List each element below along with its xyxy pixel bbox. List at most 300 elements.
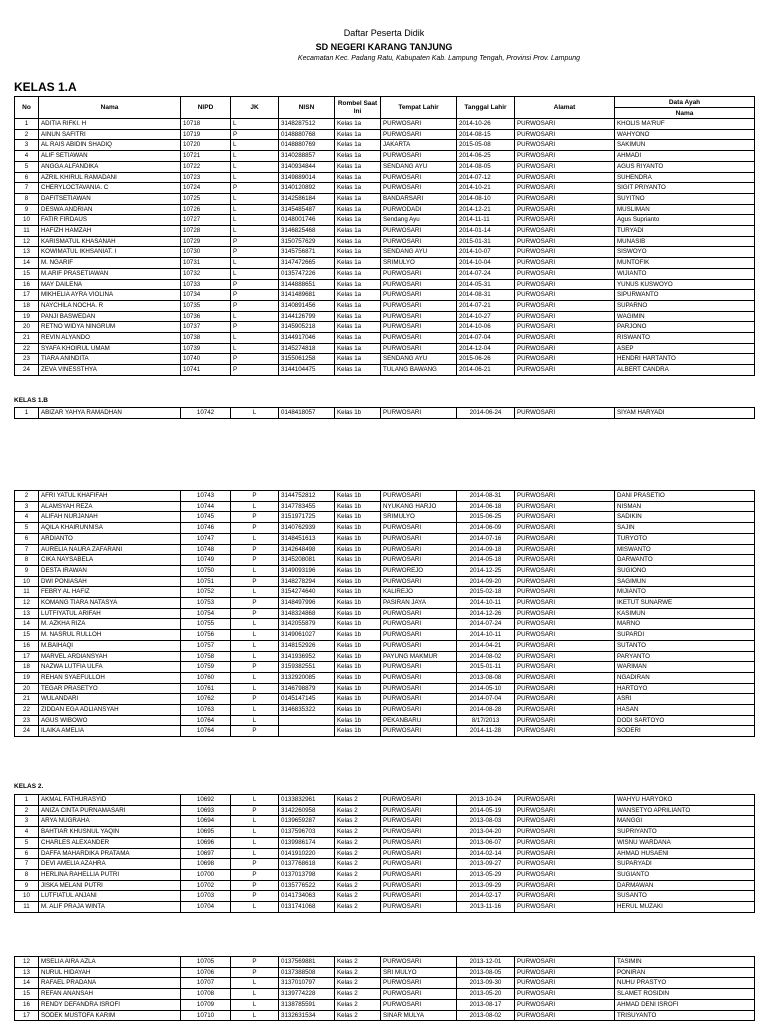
cell-no: 7: [15, 544, 39, 555]
cell-no: 20: [15, 322, 39, 333]
cell-nama: ADITIA RIFKI. H: [39, 119, 181, 130]
cell-alamat: PURWOSARI: [515, 215, 615, 226]
cell-tanggal-lahir: 2014-08-15: [457, 129, 515, 140]
cell-nisn: 3147783455: [279, 501, 335, 512]
cell-nama-ayah: SIGIT PRIYANTO: [615, 183, 755, 194]
cell-tempat-lahir: PURWOSARI: [381, 576, 457, 587]
cell-no: 16: [15, 640, 39, 651]
cell-tempat-lahir: PURWOSARI: [381, 891, 457, 902]
cell-nisn: 3145274818: [279, 343, 335, 354]
cell-nipd: 10697: [181, 848, 231, 859]
cell-no: 9: [15, 880, 39, 891]
cell-nama: M. NASRUL RULLOH: [39, 630, 181, 641]
cell-nisn: 3146835322: [279, 705, 335, 716]
cell-tempat-lahir: PURWOSARI: [381, 226, 457, 237]
cell-nama-ayah: MUSLIMAN: [615, 204, 755, 215]
cell-jk: L: [231, 268, 279, 279]
cell-no: 23: [15, 354, 39, 365]
cell-nama-ayah: WAHYU HARYOKO: [615, 795, 755, 806]
cell-nama: FEBRY AL HAFIZ: [39, 587, 181, 598]
cell-jk: P: [231, 279, 279, 290]
table-row: [15, 140, 755, 151]
cell-alamat: PURWOSARI: [515, 683, 615, 694]
cell-alamat: PURWOSARI: [515, 999, 615, 1010]
cell-tempat-lahir: SRIMULYO: [381, 258, 457, 269]
cell-no: 5: [15, 523, 39, 534]
cell-tanggal-lahir: 2013-08-08: [457, 672, 515, 683]
cell-nisn: 3132920085: [279, 672, 335, 683]
cell-nisn: 3149889014: [279, 172, 335, 183]
cell-nama: ARYA NUGRAHA: [39, 816, 181, 827]
cell-alamat: PURWOSARI: [515, 268, 615, 279]
cell-tempat-lahir: PURWOSARI: [381, 726, 457, 737]
cell-nisn: 3148497996: [279, 598, 335, 609]
cell-tempat-lahir: PURWOSARI: [381, 533, 457, 544]
cell-jk: P: [231, 236, 279, 247]
cell-tanggal-lahir: 2014-12-21: [457, 204, 515, 215]
cell-nama-ayah: SUPARYADI: [615, 859, 755, 870]
cell-rombel: Kelas 2: [335, 795, 381, 806]
cell-rombel: Kelas 2: [335, 816, 381, 827]
cell-jk: L: [231, 565, 279, 576]
cell-no: 22: [15, 343, 39, 354]
cell-jk: P: [231, 290, 279, 301]
cell-nama: ALIFAH NURJANAH: [39, 512, 181, 523]
cell-nisn: 3154274640: [279, 587, 335, 598]
cell-tanggal-lahir: 2014-07-21: [457, 300, 515, 311]
cell-nipd: 10764: [181, 726, 231, 737]
table-row: [15, 215, 755, 226]
cell-nisn: 3142586184: [279, 193, 335, 204]
cell-nisn: 0141734063: [279, 891, 335, 902]
cell-no: 14: [15, 978, 39, 989]
cell-tempat-lahir: PURWOSARI: [381, 999, 457, 1010]
cell-tanggal-lahir: 2014-08-10: [457, 193, 515, 204]
cell-nisn: 3148324868: [279, 608, 335, 619]
cell-jk: L: [231, 978, 279, 989]
cell-tanggal-lahir: 2014-06-24: [457, 408, 515, 419]
cell-jk: L: [231, 619, 279, 630]
cell-alamat: PURWOSARI: [515, 640, 615, 651]
table-row: [15, 354, 755, 365]
cell-alamat: PURWOSARI: [515, 161, 615, 172]
cell-alamat: PURWOSARI: [515, 140, 615, 151]
cell-no: 13: [15, 608, 39, 619]
cell-nisn: 3159382551: [279, 662, 335, 673]
cell-nipd: 10756: [181, 630, 231, 641]
table-row: [15, 672, 755, 683]
cell-rombel: Kelas 2: [335, 827, 381, 838]
cell-nama-ayah: DANI PRASETIO: [615, 491, 755, 502]
cell-alamat: PURWOSARI: [515, 533, 615, 544]
cell-tanggal-lahir: 2014-05-18: [457, 555, 515, 566]
cell-alamat: PURWOSARI: [515, 891, 615, 902]
cell-no: 1: [15, 795, 39, 806]
cell-tempat-lahir: PURWOSARI: [381, 322, 457, 333]
cell-jk: P: [231, 354, 279, 365]
table-row: [15, 705, 755, 716]
cell-nama: M.BAIHAQI: [39, 640, 181, 651]
cell-jk: P: [231, 598, 279, 609]
cell-nisn: 3149093196: [279, 565, 335, 576]
cell-rombel: Kelas 1a: [335, 247, 381, 258]
cell-jk: P: [231, 491, 279, 502]
cell-nama-ayah: PARJONO: [615, 322, 755, 333]
cell-nama: AQILA KHAIRUNNISA: [39, 523, 181, 534]
cell-alamat: PURWOSARI: [515, 608, 615, 619]
cell-tempat-lahir: PURWOSARI: [381, 523, 457, 534]
cell-jk: L: [231, 587, 279, 598]
cell-nipd: 10720: [181, 140, 231, 151]
cell-tempat-lahir: PURWOSARI: [381, 662, 457, 673]
cell-tanggal-lahir: 2014-07-24: [457, 619, 515, 630]
cell-alamat: PURWOSARI: [515, 247, 615, 258]
cell-no: 12: [15, 236, 39, 247]
cell-nama-ayah: TURYOTO: [615, 533, 755, 544]
cell-alamat: PURWOSARI: [515, 705, 615, 716]
cell-nipd: 10749: [181, 555, 231, 566]
col-header-nipd: NIPD: [181, 97, 231, 119]
cell-rombel: Kelas 1a: [335, 151, 381, 162]
cell-nisn: 3140120892: [279, 183, 335, 194]
cell-rombel: Kelas 1a: [335, 193, 381, 204]
cell-rombel: Kelas 1b: [335, 565, 381, 576]
cell-tanggal-lahir: 2013-05-29: [457, 869, 515, 880]
table-row: [15, 795, 755, 806]
cell-nama-ayah: ASRI: [615, 694, 755, 705]
cell-rombel: Kelas 1b: [335, 726, 381, 737]
table-row: [15, 891, 755, 902]
cell-tempat-lahir: PURWOSARI: [381, 957, 457, 968]
cell-nisn: 3141489681: [279, 290, 335, 301]
cell-tempat-lahir: SRIMULYO: [381, 512, 457, 523]
cell-jk: P: [231, 891, 279, 902]
cell-rombel: Kelas 1a: [335, 279, 381, 290]
cell-nama-ayah: MUNTOFIK: [615, 258, 755, 269]
cell-nisn: 0141910220: [279, 848, 335, 859]
cell-nipd: 10763: [181, 705, 231, 716]
cell-nama: RAFAEL PRADANA: [39, 978, 181, 989]
student-table-kelas-1b-part1: [14, 407, 755, 419]
table-row: [15, 662, 755, 673]
cell-rombel: Kelas 1b: [335, 501, 381, 512]
cell-nipd: 10736: [181, 311, 231, 322]
cell-rombel: Kelas 1a: [335, 343, 381, 354]
cell-rombel: Kelas 1b: [335, 662, 381, 673]
cell-tanggal-lahir: 2015-02-18: [457, 587, 515, 598]
cell-jk: P: [231, 523, 279, 534]
cell-nama: SYAFA KHOIRUL UMAM: [39, 343, 181, 354]
cell-nipd: 10753: [181, 598, 231, 609]
cell-nipd: 10740: [181, 354, 231, 365]
cell-tempat-lahir: PURWODADI: [381, 204, 457, 215]
cell-tempat-lahir: PURWOSARI: [381, 869, 457, 880]
cell-nama: DESTA IRAWAN: [39, 565, 181, 576]
cell-rombel: Kelas 1b: [335, 630, 381, 641]
cell-nisn: 3132631534: [279, 1010, 335, 1021]
cell-no: 4: [15, 512, 39, 523]
cell-tanggal-lahir: 2014-07-04: [457, 333, 515, 344]
table-row: [15, 694, 755, 705]
cell-no: 12: [15, 957, 39, 968]
cell-nama-ayah: TRISUYANTO: [615, 1010, 755, 1021]
cell-nisn: 3148278294: [279, 576, 335, 587]
cell-tanggal-lahir: 2014-09-18: [457, 544, 515, 555]
table-row: [15, 365, 755, 376]
cell-nama: CIKA NAYSABELA: [39, 555, 181, 566]
cell-tempat-lahir: PURWOSARI: [381, 672, 457, 683]
school-name: SD NEGERI KARANG TANJUNG: [315, 42, 453, 52]
cell-nipd: 10758: [181, 651, 231, 662]
cell-alamat: PURWOSARI: [515, 1010, 615, 1021]
cell-rombel: Kelas 1b: [335, 651, 381, 662]
cell-nama: NAZWA LUTFIA ULFA: [39, 662, 181, 673]
cell-rombel: Kelas 1b: [335, 408, 381, 419]
cell-nipd: 10706: [181, 967, 231, 978]
cell-no: 24: [15, 365, 39, 376]
cell-tanggal-lahir: 2014-10-06: [457, 322, 515, 333]
cell-tanggal-lahir: 2015-01-11: [457, 662, 515, 673]
cell-nama: CHARLES ALEXANDER: [39, 837, 181, 848]
cell-tempat-lahir: PURWOSARI: [381, 816, 457, 827]
cell-nama-ayah: SUYITNO: [615, 193, 755, 204]
cell-jk: P: [231, 608, 279, 619]
cell-no: 8: [15, 555, 39, 566]
cell-tempat-lahir: PURWOSARI: [381, 172, 457, 183]
cell-nama-ayah: NGADIRAN: [615, 672, 755, 683]
cell-rombel: Kelas 1b: [335, 640, 381, 651]
cell-rombel: Kelas 1b: [335, 533, 381, 544]
cell-nipd: 10751: [181, 576, 231, 587]
cell-nipd: 10723: [181, 172, 231, 183]
cell-tempat-lahir: PURWOSARI: [381, 343, 457, 354]
cell-tanggal-lahir: 2014-05-10: [457, 683, 515, 694]
cell-alamat: PURWOSARI: [515, 501, 615, 512]
cell-no: 4: [15, 151, 39, 162]
cell-nipd: 10703: [181, 891, 231, 902]
cell-nisn: 0148001746: [279, 215, 335, 226]
cell-rombel: Kelas 1a: [335, 268, 381, 279]
cell-nipd: 10737: [181, 322, 231, 333]
cell-tanggal-lahir: 2013-12-01: [457, 957, 515, 968]
cell-rombel: Kelas 1b: [335, 672, 381, 683]
cell-tanggal-lahir: 2013-08-05: [457, 967, 515, 978]
cell-no: 3: [15, 140, 39, 151]
cell-nisn: 3142260958: [279, 805, 335, 816]
cell-nama: NAYCHILA NOCHA. R: [39, 300, 181, 311]
cell-alamat: PURWOSARI: [515, 311, 615, 322]
cell-no: 10: [15, 215, 39, 226]
cell-nisn: 0131741068: [279, 902, 335, 913]
cell-rombel: Kelas 2: [335, 999, 381, 1010]
table-row: [15, 258, 755, 269]
cell-rombel: Kelas 1a: [335, 258, 381, 269]
cell-nipd: 10743: [181, 491, 231, 502]
cell-no: 16: [15, 999, 39, 1010]
cell-rombel: Kelas 1a: [335, 311, 381, 322]
cell-tanggal-lahir: 2014-05-19: [457, 805, 515, 816]
cell-rombel: Kelas 2: [335, 1010, 381, 1021]
table-row: [15, 343, 755, 354]
table-row: [15, 333, 755, 344]
cell-jk: L: [231, 343, 279, 354]
cell-tempat-lahir: PURWOSARI: [381, 989, 457, 1000]
cell-no: 20: [15, 683, 39, 694]
cell-nisn: 3142055879: [279, 619, 335, 630]
table-row: [15, 683, 755, 694]
cell-nipd: 10764: [181, 715, 231, 726]
cell-nipd: 10741: [181, 365, 231, 376]
cell-nipd: 10730: [181, 247, 231, 258]
cell-no: 23: [15, 715, 39, 726]
cell-alamat: PURWOSARI: [515, 408, 615, 419]
cell-nipd: 10709: [181, 999, 231, 1010]
cell-nama-ayah: WARIMAN: [615, 662, 755, 673]
table-row: [15, 619, 755, 630]
cell-nama-ayah: SUHENDRA: [615, 172, 755, 183]
cell-tanggal-lahir: 2013-04-20: [457, 827, 515, 838]
cell-nipd: 10704: [181, 902, 231, 913]
cell-tempat-lahir: PURWOSARI: [381, 268, 457, 279]
cell-nisn: 3140762939: [279, 523, 335, 534]
cell-rombel: Kelas 2: [335, 978, 381, 989]
cell-rombel: Kelas 1a: [335, 354, 381, 365]
cell-alamat: PURWOSARI: [515, 805, 615, 816]
cell-no: 8: [15, 869, 39, 880]
cell-jk: L: [231, 311, 279, 322]
cell-tanggal-lahir: 2014-04-21: [457, 640, 515, 651]
cell-nipd: 10721: [181, 151, 231, 162]
cell-nipd: 10719: [181, 129, 231, 140]
cell-tanggal-lahir: 2014-02-17: [457, 891, 515, 902]
table-row: [15, 300, 755, 311]
cell-nama-ayah: MANGGI: [615, 816, 755, 827]
cell-rombel: Kelas 2: [335, 967, 381, 978]
cell-alamat: PURWOSARI: [515, 967, 615, 978]
cell-tempat-lahir: PURWOSARI: [381, 151, 457, 162]
cell-nama-ayah: SUPARDI: [615, 630, 755, 641]
table-row: [15, 859, 755, 870]
cell-nama: AURELIA NAURA ZAFARANI: [39, 544, 181, 555]
cell-tempat-lahir: SINAR MULYA: [381, 1010, 457, 1021]
cell-nama-ayah: NUHU PRASTYO: [615, 978, 755, 989]
cell-jk: L: [231, 151, 279, 162]
cell-tempat-lahir: PASIRAN JAYA: [381, 598, 457, 609]
cell-no: 7: [15, 859, 39, 870]
col-header-data-ayah: Data Ayah: [615, 97, 755, 108]
table-row: [15, 1010, 755, 1021]
cell-jk: L: [231, 672, 279, 683]
cell-jk: P: [231, 805, 279, 816]
student-table-kelas-1a: [14, 96, 755, 376]
table-row: [15, 512, 755, 523]
cell-tempat-lahir: PURWOSARI: [381, 848, 457, 859]
cell-alamat: PURWOSARI: [515, 279, 615, 290]
cell-jk: L: [231, 193, 279, 204]
cell-nama-ayah: AHMAD HUSAENI: [615, 848, 755, 859]
cell-rombel: Kelas 1b: [335, 705, 381, 716]
cell-tempat-lahir: PURWOSARI: [381, 705, 457, 716]
cell-nama: ANGGA ALFANDIKA: [39, 161, 181, 172]
cell-tanggal-lahir: 2014-01-14: [457, 226, 515, 237]
cell-nisn: 3148287512: [279, 119, 335, 130]
cell-nisn: 0148880769: [279, 140, 335, 151]
cell-jk: P: [231, 555, 279, 566]
cell-alamat: PURWOSARI: [515, 859, 615, 870]
cell-nipd: 10696: [181, 837, 231, 848]
cell-jk: L: [231, 827, 279, 838]
table-row: [15, 151, 755, 162]
cell-jk: P: [231, 662, 279, 673]
cell-no: 13: [15, 967, 39, 978]
cell-tanggal-lahir: 2013-06-07: [457, 837, 515, 848]
cell-alamat: PURWOSARI: [515, 119, 615, 130]
cell-no: 9: [15, 204, 39, 215]
cell-nipd: 10742: [181, 408, 231, 419]
cell-jk: L: [231, 705, 279, 716]
cell-nisn: 0137569881: [279, 957, 335, 968]
cell-jk: P: [231, 869, 279, 880]
cell-jk: L: [231, 795, 279, 806]
cell-nama-ayah: YUNUS KUSWOYO: [615, 279, 755, 290]
cell-nama-ayah: TASIMIN: [615, 957, 755, 968]
cell-nama-ayah: WAHYONO: [615, 129, 755, 140]
cell-nipd: 10702: [181, 880, 231, 891]
cell-nisn: 3148451613: [279, 533, 335, 544]
cell-nisn: 0137596703: [279, 827, 335, 838]
cell-nama-ayah: ASEP: [615, 343, 755, 354]
col-header-nama-ayah: Nama: [615, 108, 755, 119]
cell-nisn: 3141936952: [279, 651, 335, 662]
cell-tempat-lahir: BANDARSARI: [381, 193, 457, 204]
cell-nipd: 10746: [181, 523, 231, 534]
cell-nama: DESWA ANDRIAN: [39, 204, 181, 215]
table-row: [15, 236, 755, 247]
cell-nipd: 10727: [181, 215, 231, 226]
cell-nama-ayah: SUTANTO: [615, 640, 755, 651]
cell-tanggal-lahir: 2015-01-31: [457, 236, 515, 247]
cell-tanggal-lahir: 2013-09-27: [457, 859, 515, 870]
cell-nama-ayah: AGUS RIYANTO: [615, 161, 755, 172]
cell-nama-ayah: IKETUT SUNARWE: [615, 598, 755, 609]
table-row: [15, 161, 755, 172]
table-row: [15, 279, 755, 290]
cell-rombel: Kelas 1a: [335, 161, 381, 172]
table-row: [15, 805, 755, 816]
cell-nipd: 10760: [181, 672, 231, 683]
cell-tanggal-lahir: 2014-10-21: [457, 183, 515, 194]
cell-nama: ZEVA VINESSTHYA: [39, 365, 181, 376]
cell-tempat-lahir: PURWOSARI: [381, 183, 457, 194]
cell-nipd: 10745: [181, 512, 231, 523]
cell-nama: BAHTIAR KHUSNUL YAQIN: [39, 827, 181, 838]
cell-nama-ayah: HENDRI HARTANTO: [615, 354, 755, 365]
cell-no: 12: [15, 598, 39, 609]
cell-alamat: PURWOSARI: [515, 343, 615, 354]
cell-tanggal-lahir: 2014-11-11: [457, 215, 515, 226]
cell-nama-ayah: KASIMUN: [615, 608, 755, 619]
cell-no: 13: [15, 247, 39, 258]
cell-tempat-lahir: Sendang Ayu: [381, 215, 457, 226]
cell-jk: P: [231, 957, 279, 968]
table-row: [15, 880, 755, 891]
cell-nipd: 10761: [181, 683, 231, 694]
cell-rombel: Kelas 2: [335, 869, 381, 880]
col-header-rombel: Rombel Saat Ini: [335, 97, 381, 119]
cell-nisn: 3150757629: [279, 236, 335, 247]
cell-alamat: PURWOSARI: [515, 300, 615, 311]
cell-nama: LUTFIATUL ANJANI: [39, 891, 181, 902]
